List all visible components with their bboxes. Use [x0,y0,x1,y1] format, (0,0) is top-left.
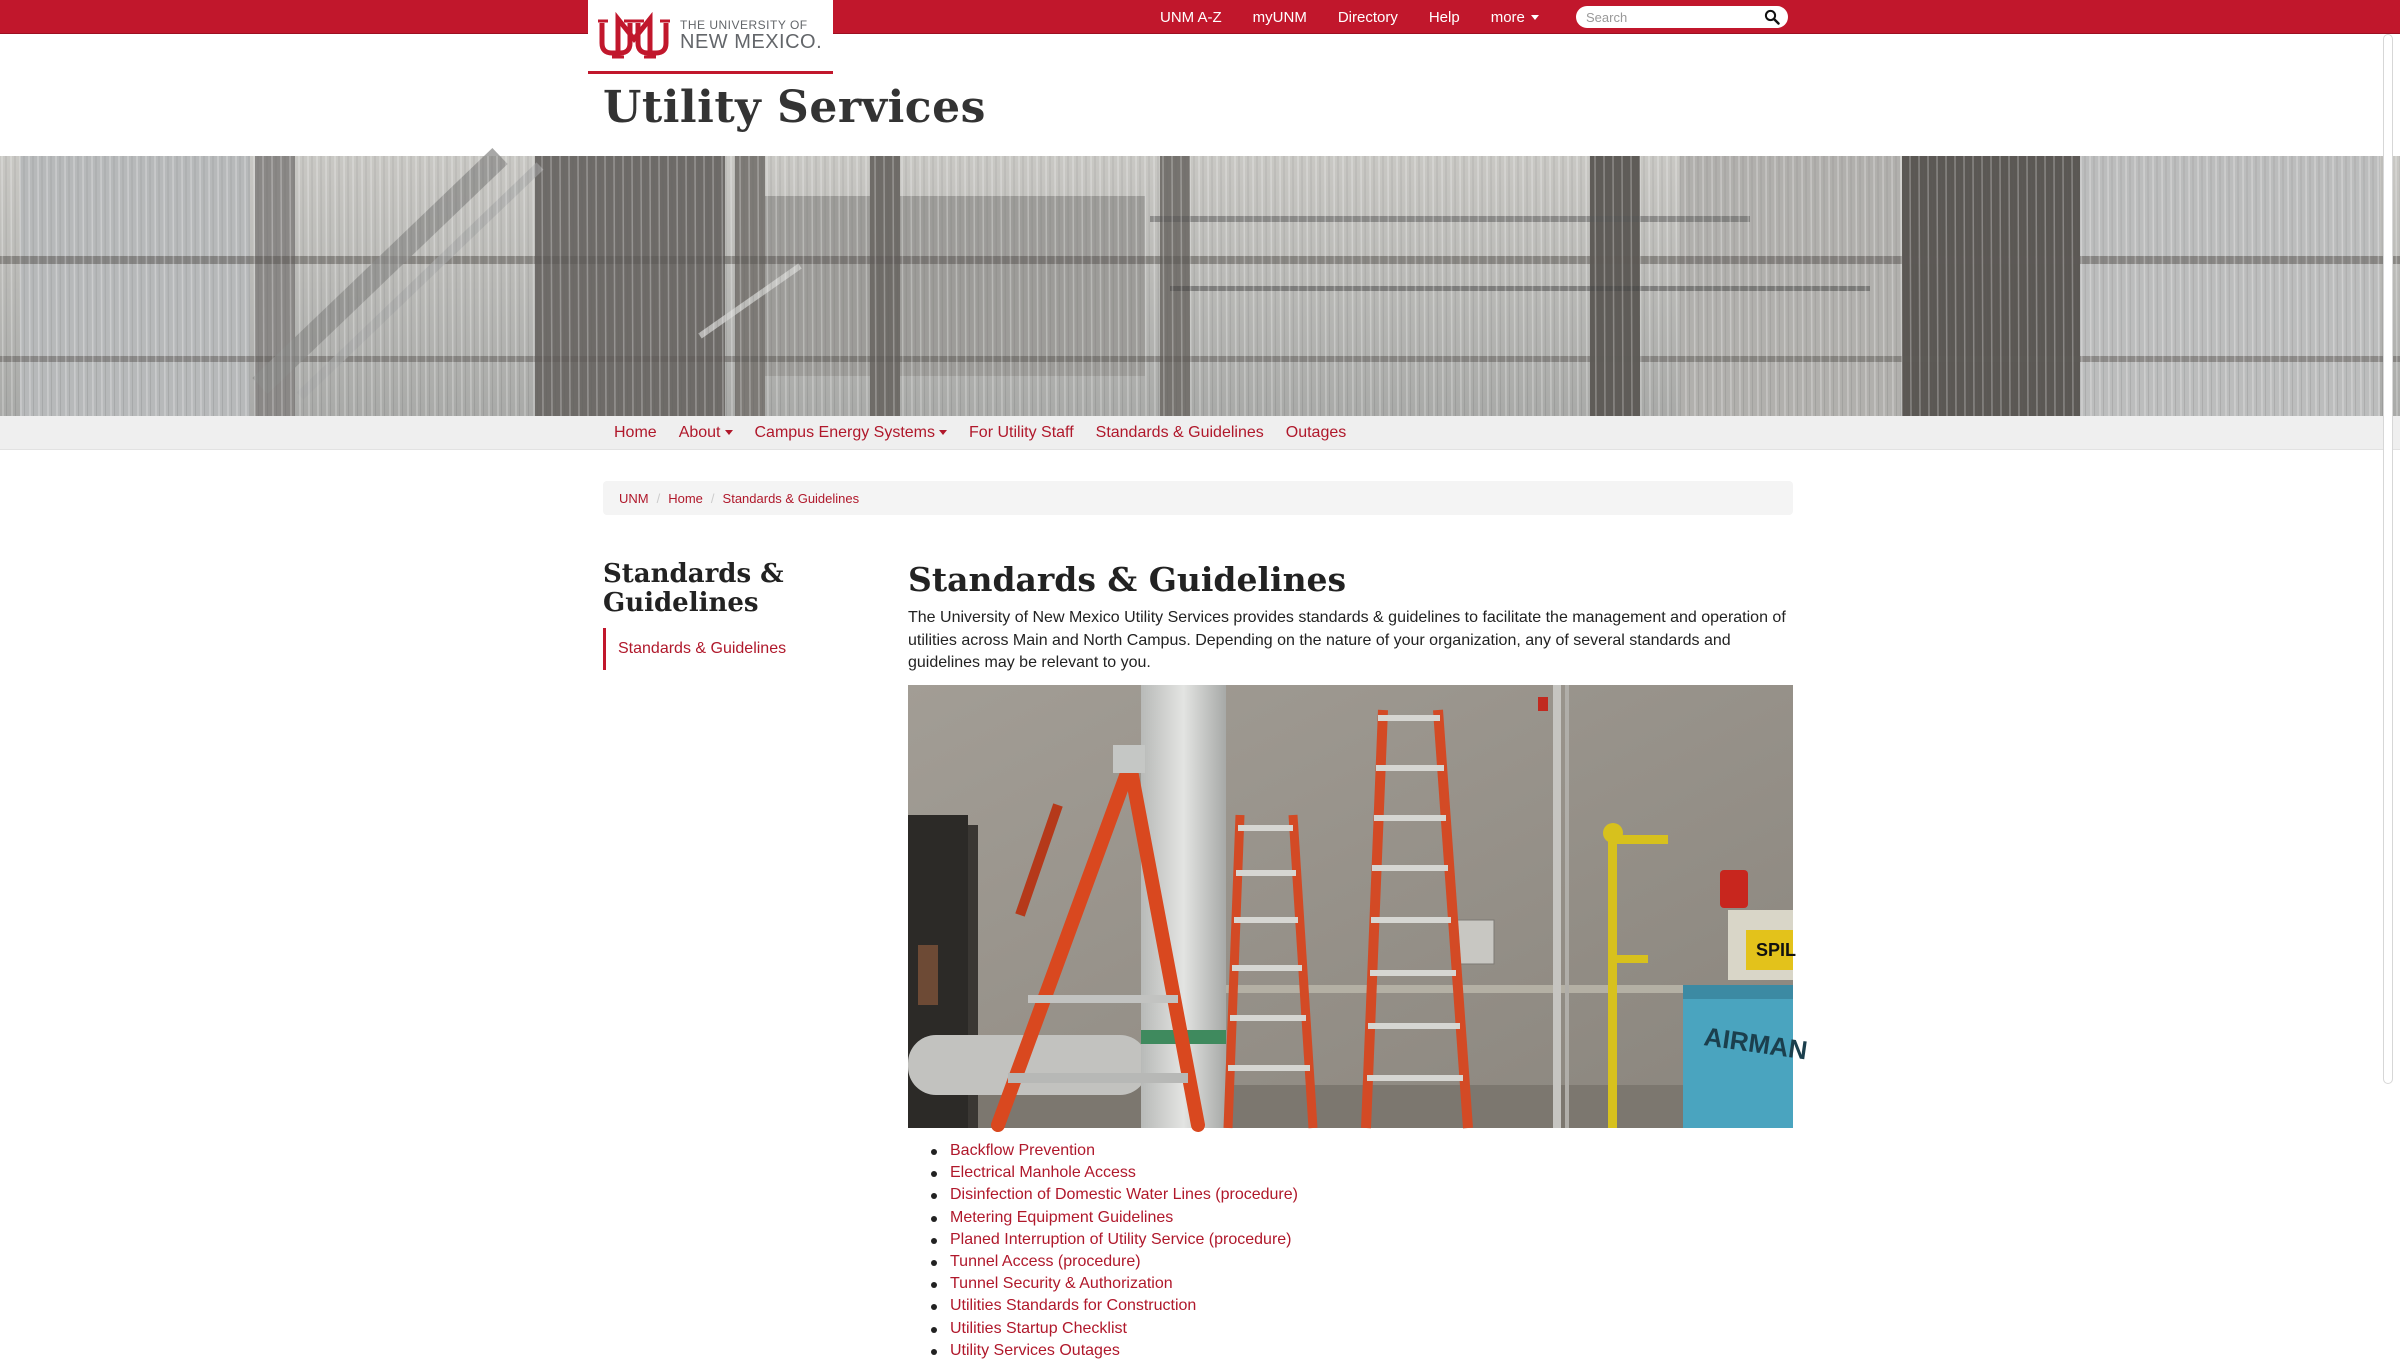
link-planed-interruption-utility-service[interactable]: Planed Interruption of Utility Service (procedure) [950,1229,1298,1251]
logo-line1: THE UNIVERSITY OF [680,18,808,32]
breadcrumb-separator: / [656,490,661,506]
breadcrumb-current[interactable]: Standards & Guidelines [722,490,860,506]
top-link-myunm[interactable]: myUNM [1252,8,1307,26]
link-backflow-prevention[interactable]: Backflow Prevention [950,1140,1298,1162]
nav-item-standards-guidelines[interactable]: Standards & Guidelines [1095,424,1264,441]
search-box [1576,6,1788,28]
nav-item-for-utility-staff[interactable]: For Utility Staff [969,424,1074,441]
link-utilities-startup-checklist[interactable]: Utilities Startup Checklist [950,1318,1298,1340]
nav-item-outages[interactable]: Outages [1285,424,1347,441]
link-tunnel-security-authorization[interactable]: Tunnel Security & Authorization [950,1273,1298,1295]
sidebar-title: Standards & Guidelines [603,559,784,618]
sidebar-item-standards-guidelines[interactable]: Standards & Guidelines [603,628,786,670]
nav-item-campus-energy-systems-dropdown[interactable]: Campus Energy Systems [755,424,948,442]
hero-banner-image [0,156,2400,416]
logo-wordmark [680,19,822,52]
breadcrumb-unm[interactable]: UNM [619,490,649,506]
link-disinfection-domestic-water-lines[interactable]: Disinfection of Domestic Water Lines (procedure) [950,1184,1298,1206]
page-scrollbar[interactable] [2380,34,2396,1084]
intro-paragraph: The University of New Mexico Utility Services provides standards & guidelines to facilitate the management and operation of utilities across Main and North Campus. Depending on the nature of your organization, any of several standards and guidelines may be relevant to you. [908,609,1786,671]
scrollbar-thumb[interactable] [2383,34,2393,1084]
ladders-photo-illustration [908,685,1810,1128]
nav-item-home[interactable]: Home [614,424,657,441]
link-tunnel-access[interactable]: Tunnel Access (procedure) [950,1251,1298,1273]
link-utilities-standards-construction[interactable]: Utilities Standards for Construction [950,1295,1298,1317]
unm-logo[interactable] [588,0,833,74]
main-navigation [0,416,2400,450]
hero-cooling-tower-illustration [0,156,2400,416]
site-title[interactable]: Utility Services [603,82,986,133]
utility-bar [0,0,2400,34]
link-electrical-manhole-access[interactable]: Electrical Manhole Access [950,1162,1298,1184]
top-link-more-dropdown[interactable]: more [1491,9,1539,26]
page-title: Standards & Guidelines [908,560,1347,599]
link-metering-equipment-guidelines[interactable]: Metering Equipment Guidelines [950,1207,1298,1229]
ladders-photo [908,685,1810,1128]
link-utility-services-outages[interactable]: Utility Services Outages [950,1340,1298,1362]
top-link-help[interactable]: Help [1428,8,1460,26]
logo-line2: NEW MEXICO. [680,31,823,53]
standards-links-list [950,1140,1298,1362]
breadcrumb-separator: / [710,490,715,506]
spill-sign-text: SPIL [1756,940,1797,960]
unm-monogram-icon [598,13,670,59]
airman-machine-text: AIRMAN [1702,1021,1810,1066]
top-links [1160,0,1570,34]
nav-item-about-dropdown[interactable]: About [679,424,733,442]
breadcrumb [603,481,1793,515]
top-link-directory[interactable]: Directory [1337,8,1398,26]
search-input[interactable] [1586,10,1764,25]
top-link-unm-a-z[interactable]: UNM A-Z [1160,8,1222,26]
breadcrumb-home[interactable]: Home [668,490,703,506]
search-icon[interactable] [1764,9,1780,25]
